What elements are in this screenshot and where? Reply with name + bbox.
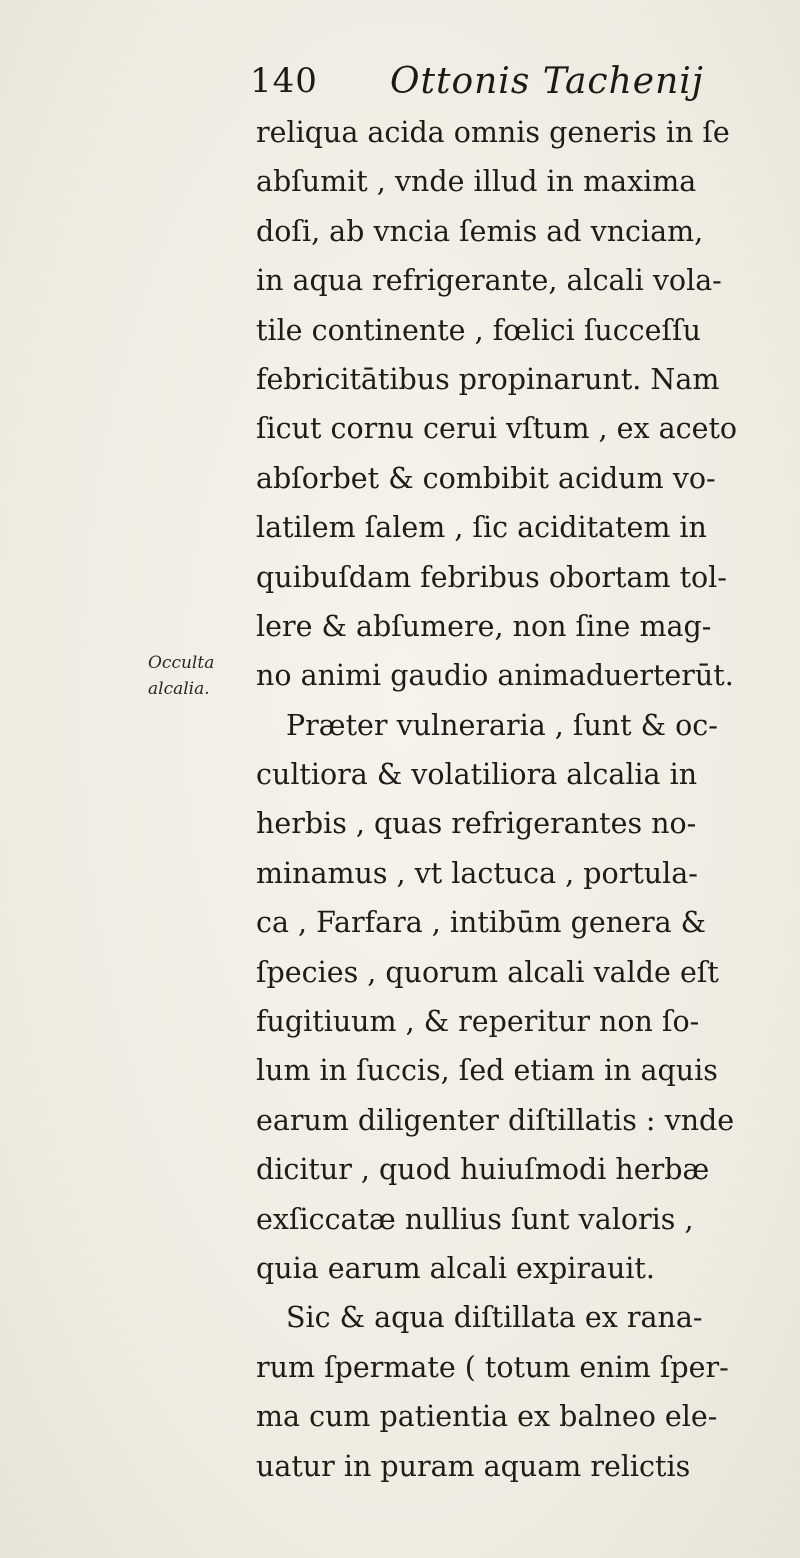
text-line: lere & abſumere, non ſine mag- (256, 609, 712, 643)
text-line: no animi gaudio animaduerterūt. (256, 659, 734, 693)
text-line: fugitiuum , & reperitur non ſo- (256, 1005, 700, 1039)
text-line: ſpecies , quorum alcali valde eſt (256, 955, 719, 989)
text-line: minamus , vt lactuca , portula- (256, 856, 698, 890)
text-line: earum diligenter diſtillatis : vnde (256, 1103, 735, 1137)
text-line: uatur in puram aquam relictis (256, 1449, 691, 1483)
text-line: exſiccatæ nullius ſunt valoris , (256, 1202, 694, 1236)
text-line: Sic & aqua diſtillata ex rana- (286, 1301, 703, 1335)
text-line: lum in ſuccis, ſed etiam in aquis (256, 1054, 718, 1088)
text-line: rum ſpermate ( totum enim ſper- (256, 1350, 729, 1384)
text-line: febricitātibus propinarunt. Nam (256, 362, 720, 396)
text-line: ma cum patientia ex balneo ele- (256, 1400, 718, 1434)
text-line: abſumit , vnde illud in maxima (256, 165, 697, 199)
text-line: Præter vulneraria , ſunt & oc- (286, 708, 718, 742)
running-head: Ottonis Tachenij (390, 61, 704, 102)
text-line: dicitur , quod huiuſmodi herbæ (256, 1153, 710, 1187)
text-line: in aqua refrigerante, alcali vola- (256, 264, 722, 298)
text-line: abſorbet & combibit acidum vo- (256, 461, 716, 495)
text-line: quia earum alcali expirauit. (256, 1251, 655, 1285)
page-header (250, 55, 730, 115)
text-line: cultiora & volatiliora alcalia in (256, 758, 698, 792)
text-line: ſicut cornu cerui vſtum , ex aceto (256, 412, 738, 446)
text-line: herbis , quas refrigerantes no- (256, 807, 697, 841)
marginal-note-line: Occulta (148, 653, 215, 673)
page-number: 140 (250, 61, 318, 101)
text-line: reliqua acida omnis generis in ſe (256, 116, 730, 149)
text-line: quibuſdam febribus obortam tol- (256, 560, 727, 594)
text-line: tile continente , fœlici ſucceſſu (256, 313, 701, 347)
body-text (256, 108, 796, 1491)
marginal-note-line: alcalia. (148, 679, 210, 699)
text-line: ca , Farfara , intibūm genera & (256, 906, 707, 940)
text-line: latilem ſalem , ſic aciditatem in (256, 511, 707, 545)
marginal-note (148, 650, 238, 702)
text-line: doſi, ab vncia ſemis ad vnciam, (256, 214, 704, 248)
